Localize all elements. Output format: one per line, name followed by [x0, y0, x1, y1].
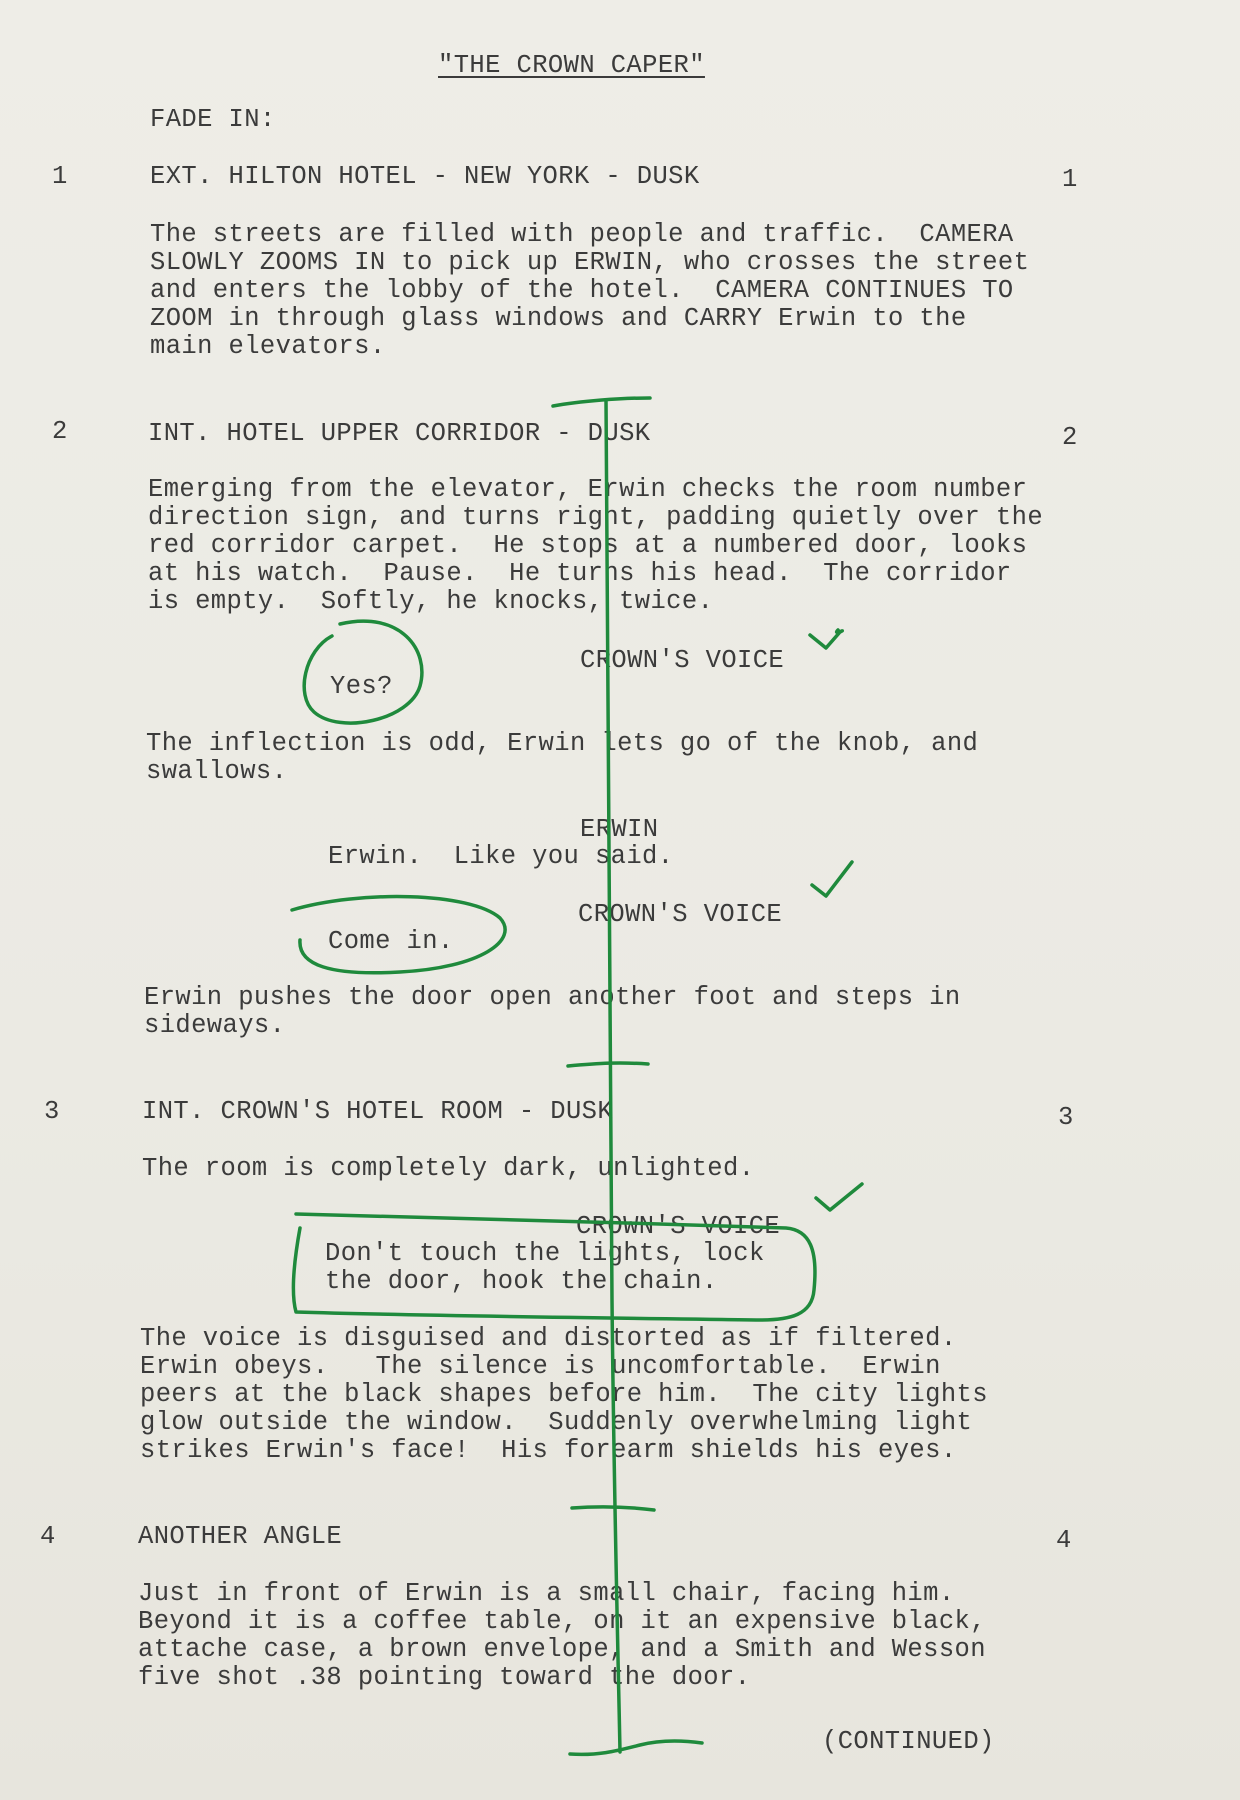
scene-heading: ANOTHER ANGLE — [138, 1522, 343, 1551]
action-line: strikes Erwin's face! His forearm shields his eyes. — [140, 1436, 957, 1465]
check-mark — [810, 630, 842, 648]
scene-heading: INT. CROWN'S HOTEL ROOM - DUSK — [142, 1097, 614, 1126]
action-line: ZOOM in through glass windows and CARRY Erwin to the — [150, 304, 967, 333]
check-mark — [812, 862, 852, 896]
action-paragraph — [150, 221, 1029, 361]
action-line: and enters the lobby of the hotel. CAMERA CONTINUES TO — [150, 276, 1014, 305]
scene-number-right: 4 — [1056, 1526, 1072, 1555]
action-line: swallows. — [146, 757, 288, 786]
action-line: sideways. — [144, 1011, 286, 1040]
scene-number-right: 3 — [1058, 1103, 1074, 1132]
dialogue-line: Don't touch the lights, lock — [325, 1239, 765, 1268]
dialogue-line: Yes? — [330, 672, 393, 701]
action-line: glow outside the window. Suddenly overwhelming light — [140, 1408, 973, 1437]
character-name: ERWIN — [580, 815, 659, 844]
scene-number-left: 1 — [52, 162, 68, 191]
action-line: direction sign, and turns right, padding quietly over the — [148, 503, 1044, 532]
action-paragraph — [140, 1325, 988, 1465]
check-mark — [816, 1184, 862, 1210]
script-title: "THE CROWN CAPER" — [438, 51, 705, 80]
action-line: at his watch. Pause. He turns his head. The corridor — [148, 559, 1012, 588]
mid-tick-mark — [572, 1507, 654, 1510]
action-line: peers at the black shapes before him. The city lights — [140, 1380, 988, 1409]
character-name: CROWN'S VOICE — [576, 1212, 781, 1241]
action-line: Erwin obeys. The silence is uncomfortable. Erwin — [140, 1352, 941, 1381]
scene-number-right: 2 — [1062, 423, 1078, 452]
action-line: The room is completely dark, unlighted. — [142, 1154, 755, 1183]
scene-number-left: 3 — [44, 1097, 60, 1126]
fade-in: FADE IN: — [150, 105, 276, 134]
action-line: Just in front of Erwin is a small chair, facing him. — [138, 1579, 955, 1608]
dialogue-block — [325, 1240, 765, 1296]
top-tick-mark — [553, 398, 650, 406]
character-name: CROWN'S VOICE — [578, 900, 783, 929]
action-line: main elevators. — [150, 332, 386, 361]
scene-number-left: 2 — [52, 417, 68, 446]
action-line: five shot .38 pointing toward the door. — [138, 1663, 751, 1692]
action-line: Emerging from the elevator, Erwin checks the room number — [148, 475, 1028, 504]
dialogue-line: Come in. — [328, 927, 454, 956]
action-line: red corridor carpet. He stops at a numbered door, looks — [148, 531, 1028, 560]
scene-heading: EXT. HILTON HOTEL - NEW YORK - DUSK — [150, 162, 700, 191]
character-name: CROWN'S VOICE — [580, 646, 785, 675]
action-paragraph — [142, 1155, 754, 1183]
dialogue-line: the door, hook the chain. — [325, 1267, 718, 1296]
mid-tick-mark — [568, 1063, 648, 1066]
action-line: The streets are filled with people and traffic. CAMERA — [150, 220, 1014, 249]
scene-heading: INT. HOTEL UPPER CORRIDOR - DUSK — [148, 419, 651, 448]
action-line: Beyond it is a coffee table, on it an expensive black, — [138, 1607, 986, 1636]
action-paragraph — [144, 984, 961, 1040]
action-line: The voice is disguised and distorted as if filtered. — [140, 1324, 957, 1353]
action-line: Erwin pushes the door open another foot and steps in — [144, 983, 961, 1012]
continued-label: (CONTINUED) — [822, 1727, 995, 1756]
action-paragraph — [146, 730, 978, 786]
action-line: The inflection is odd, Erwin lets go of the knob, and — [146, 729, 979, 758]
action-line: SLOWLY ZOOMS IN to pick up ERWIN, who crosses the street — [150, 248, 1030, 277]
action-paragraph — [138, 1580, 986, 1692]
scene-number-left: 4 — [40, 1522, 56, 1551]
action-line: is empty. Softly, he knocks, twice. — [148, 587, 714, 616]
action-paragraph — [148, 476, 1043, 616]
dialogue-line: Erwin. Like you said. — [328, 842, 674, 871]
scene-number-right: 1 — [1062, 165, 1078, 194]
bottom-squiggle — [570, 1741, 702, 1754]
action-line: attache case, a brown envelope, and a Smith and Wesson — [138, 1635, 986, 1664]
